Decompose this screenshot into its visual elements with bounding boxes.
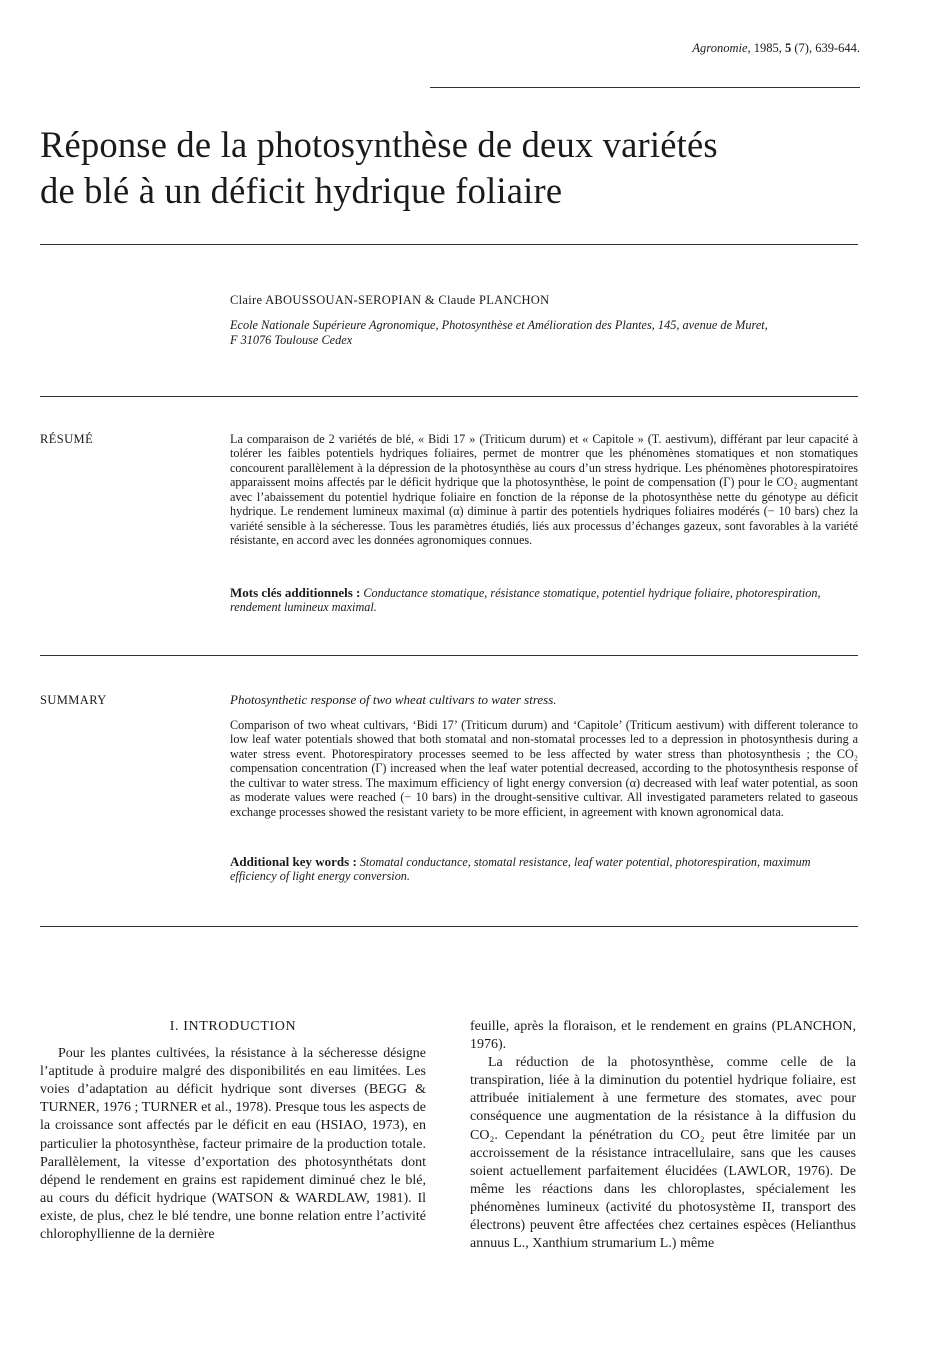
resume-keywords <box>230 586 858 615</box>
volume-number: 5 <box>785 41 792 55</box>
divider-top <box>430 87 860 88</box>
affiliation: Ecole Nationale Supérieure Agronomique, Photosynthèse et Amélioration des Plantes, 145, avenue de Muret, F 31076 Toulouse Cedex <box>230 318 768 347</box>
introduction-heading: I. INTRODUCTION <box>169 1019 297 1034</box>
journal-citation: Agronomie, 1985, 5 (7), 639-644. <box>692 41 860 55</box>
paper-title <box>40 122 890 214</box>
divider-summary <box>40 926 858 927</box>
summary-label: SUMMARY <box>40 693 107 707</box>
resume-label: RÉSUMÉ <box>40 432 94 446</box>
summary-title: Photosynthetic response of two wheat cultivars to water stress. <box>230 692 557 707</box>
summary-keywords-label: Additional key words : <box>230 854 357 869</box>
summary-text: Comparison of two wheat cultivars, ‘Bidi 17’ (Triticum durum) and ‘Capitole’ (Triticum aestivum) with different tolerance to low leaf water potentials showed that both stomatal and non-stomatal processes led to a depression in photosynthesis during a water stress event. Photorespiratory processes seemed to be less affected by water stress than photosynthesis ; the CO₂ compensation concentration (Γ) increased when the leaf water potential decreased, according to the photosynthesis response of the cultivar to water stress. The maximum efficiency of light energy conversion (α) decreased with leaf water potential, as soon as moderate values were reached (− 10 bars) in the drought-sensitive cultivar. All investigated parameters related to gaseous exchange processes showed the resistant variety to be more efficient, in agreement with known agronomical data. <box>230 718 858 819</box>
divider-title <box>40 244 858 245</box>
divider-resume <box>40 655 858 656</box>
authors: Claire ABOUSSOUAN-SEROPIAN & Claude PLANCHON <box>230 293 550 307</box>
summary-keywords <box>230 855 858 884</box>
summary-keywords-list: Stomatal conductance, stomatal resistance, leaf water potential, photorespiration, maximum efficiency of light energy conversion. <box>230 855 811 884</box>
introduction-paragraph-continued: feuille, après la floraison, et le rendement en grains (PLANCHON, 1976). <box>470 1019 856 1053</box>
introduction-paragraph-2: La réduction de la photosynthèse, comme celle de la transpiration, liée à la diminution du potentiel hydrique foliaire, est attribuée initialement à une fermeture des stomates, avec pour conséquence une augmentation de la résistance à la diffusion du CO₂. Cependant la pénétration du CO₂ peut être limitée par un accroissement de la résistance intracellulaire, sans que les causes soient actuellement parfaitement élucidées (LAWLOR, 1976). De même les réactions dans les chloroplastes, spécialement les phénomènes lumineux (activité du photosystème II, transport des électrons) peuvent être affectées chez certaines espèces (Helianthus annuus L., Xanthium strumarium L.) même <box>470 1055 856 1252</box>
body-column-1 <box>40 1018 426 1244</box>
divider-affiliation <box>40 396 858 397</box>
resume-keywords-label: Mots clés additionnels : <box>230 585 361 600</box>
title-line-2: de blé à un déficit hydrique foliaire <box>40 170 563 211</box>
resume-keywords-list: Conductance stomatique, résistance stomatique, potentiel hydrique foliaire, photorespiration, rendement lumineux maximal. <box>230 586 821 615</box>
journal-name: Agronomie, <box>692 41 751 55</box>
title-line-1: Réponse de la photosynthèse de deux variétés <box>40 124 718 165</box>
resume-text: La comparaison de 2 variétés de blé, « Bidi 17 » (Triticum durum) et « Capitole » (T. aestivum), différant par leur capacité à tolérer les faibles potentiels hydriques foliaires, permet de montrer que les phénomènes stomatiques et non stomatiques concourent parallèlement à la dépression de la photosynthèse au cours d’un stress hydrique. Les phénomènes photorespiratoires apparaissent moins affectés par le déficit hydrique que la photosynthèse, le point de compensation (Γ) pour le CO₂ augmentant avec l’abaissement du potentiel hydrique foliaire en fonction de la réponse de la photosynthèse nette du génotype au déficit hydrique. Le rendement lumineux maximal (α) diminue à partir des potentiels hydriques foliaires modérés (− 10 bars) chez la variété sensible à la sécheresse. Tous les paramètres étudiés, liés aux processus d’échanges gazeux, sont favorables à la variété résistante, en accord avec les données agronomiques connues. <box>230 432 858 548</box>
introduction-paragraph-1: Pour les plantes cultivées, la résistance à la sécheresse désigne l’aptitude à produire malgré des disponibilités en eau limitées. Les voies d’adaptation au déficit hydrique sont diverses (BEGG & TURNER, 1976 ; TURNER et al., 1978). Presque tous les aspects de la croissance sont affectés par le déficit en eau (HSIAO, 1973), en particulier la photosynthèse, facteur primaire de la production totale. Parallèlement, la vitesse d’exportation des photosynthétats dont dépend le rendement en grains est rapidement diminué chez le blé, au cours du déficit hydrique (WATSON & WARDLAW, 1981). Il existe, de plus, chez le blé tendre, une bonne relation entre l’activité chlorophyllienne de la dernière <box>40 1046 426 1243</box>
body-column-2 <box>470 1018 856 1253</box>
